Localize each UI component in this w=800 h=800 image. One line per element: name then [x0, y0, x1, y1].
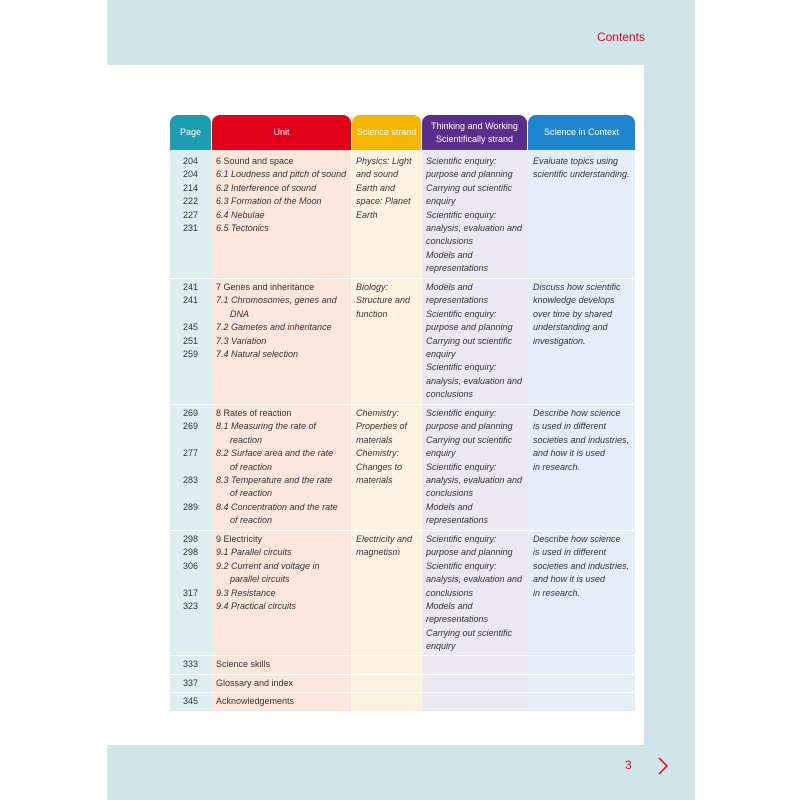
twss-text: representations [426, 263, 489, 274]
context-text: in research. [533, 461, 581, 472]
twss-text: enquiry [426, 641, 456, 652]
topic-link-cont: of reaction [230, 488, 273, 499]
page-number-cell: 204 [182, 156, 198, 166]
topic-link-cont: reaction [230, 434, 263, 445]
page-number: 3 [625, 758, 632, 772]
topic-link-cont: parallel circuits [230, 574, 290, 585]
page-number-cell: 259 [182, 349, 198, 359]
twss-text: Models and [426, 282, 473, 292]
context-text: Discuss how scientific [533, 282, 621, 292]
topic-link: 6.3 Formation of the Moon [216, 196, 322, 207]
context-text: in research. [533, 587, 581, 598]
context-text: Describe how science [533, 408, 621, 418]
row-divider [170, 655, 635, 656]
strand-text: Physics: Light [356, 156, 412, 166]
page-number-cell: 269 [182, 408, 198, 418]
strand-text: Biology: [356, 282, 389, 292]
topic-link: 7.1 Chromosomes, genes and [216, 295, 337, 306]
topic-link: 8.3 Temperature and the rate [216, 475, 333, 485]
row-divider [170, 692, 635, 693]
twss-text: representations [426, 295, 489, 306]
strand-text: space: Planet [356, 196, 411, 207]
page-number-cell: 298 [182, 547, 198, 558]
context-text: scientific understanding. [533, 169, 630, 180]
topic-link: 6.1 Loudness and pitch of sound [216, 169, 347, 180]
strand-text: Electricity and [356, 534, 413, 544]
twss-text: representations [426, 614, 489, 625]
twss-text: enquiry [426, 349, 456, 359]
context-text: and how it is used [533, 448, 606, 459]
context-text: is used in different [533, 547, 607, 558]
unit-title: 6 Sound and space [216, 156, 294, 166]
topic-link-cont: DNA [230, 308, 250, 319]
twss-text: conclusions [426, 236, 474, 247]
twss-text: Scientific enquiry: [426, 209, 497, 220]
twss-text: conclusions [426, 389, 474, 400]
context-text: and how it is used [533, 574, 606, 585]
strand-text: Properties of [356, 421, 408, 432]
twss-text: Carrying out scientific [426, 335, 513, 346]
twss-text: analysis, evaluation and [426, 375, 523, 386]
twss-text: Carrying out scientific [426, 627, 513, 638]
topic-link: 7.3 Variation [216, 335, 267, 346]
strand-text: Chemistry: [356, 408, 400, 418]
topic-link: 7.4 Natural selection [216, 349, 299, 359]
strand-text: materials [356, 434, 393, 445]
topic-link: 6.5 Tectonics [216, 223, 269, 233]
header-twss-line2: Scientifically strand [435, 133, 514, 144]
header-page: Page [170, 115, 211, 150]
page-number-cell: 241 [182, 295, 198, 306]
topic-link: 9.4 Practical circuits [216, 601, 297, 611]
topic-link: 8.1 Measuring the rate of [216, 421, 317, 432]
twss-text: Scientific enquiry: [426, 362, 497, 373]
unit-title: 7 Genes and inheritance [216, 282, 315, 292]
twss-text: Scientific enquiry: [426, 156, 497, 166]
context-text: over time by shared [533, 308, 613, 319]
topic-link: 9.2 Current and voltage in [216, 560, 320, 571]
header-twss [422, 115, 527, 150]
strand-text: Changes to [356, 461, 403, 472]
strand-text: magnetism [356, 547, 401, 558]
twss-text: enquiry [426, 196, 456, 207]
twss-text: Scientific enquiry: [426, 560, 497, 571]
twss-text: representations [426, 515, 489, 526]
page-number-cell: 323 [182, 601, 198, 611]
page-number-cell: 245 [182, 322, 198, 333]
context-text: knowledge develops [533, 295, 615, 306]
topic-link: 6.2 Interference of sound [216, 182, 317, 193]
strand-text: and sound [356, 169, 399, 180]
twss-text: Models and [426, 601, 473, 611]
context-text: Evaluate topics using [533, 156, 619, 166]
topic-link: 8.2 Surface area and the rate [216, 448, 334, 459]
extra-item: Acknowledgements [216, 696, 295, 706]
topic-link-cont: of reaction [230, 461, 273, 472]
twss-text: purpose and planning [426, 169, 513, 180]
header-twss-line1: Thinking and Working [431, 120, 518, 131]
strand-text: Earth and [356, 182, 396, 193]
topic-link: 8.4 Concentration and the rate [216, 501, 338, 512]
context-text: societies and industries, [533, 560, 630, 571]
twss-text: Scientific enquiry: [426, 534, 497, 544]
page-number-cell: 345 [182, 696, 198, 706]
row-divider [170, 674, 635, 675]
context-text: investigation. [533, 335, 586, 346]
page-number-cell: 306 [182, 560, 198, 571]
chevron-right-icon[interactable] [655, 755, 671, 777]
twss-text: purpose and planning [426, 421, 513, 432]
context-text: societies and industries, [533, 434, 630, 445]
header-strand: Science strand [352, 115, 421, 150]
context-text: is used in different [533, 421, 607, 432]
extra-item: Science skills [216, 659, 271, 669]
page-number-cell: 214 [182, 182, 198, 193]
page-number-cell: 298 [182, 534, 198, 544]
twss-text: Scientific enquiry: [426, 408, 497, 418]
topic-link-cont: of reaction [230, 515, 273, 526]
twss-text: enquiry [426, 448, 456, 459]
twss-text: conclusions [426, 587, 474, 598]
page-number-cell: 222 [182, 196, 198, 207]
row-divider [170, 278, 635, 279]
twss-text: Scientific enquiry: [426, 308, 497, 319]
twss-text: analysis, evaluation and [426, 574, 523, 585]
unit-title: 9 Electricity [216, 534, 263, 544]
twss-text: purpose and planning [426, 322, 513, 333]
page-number-cell: 283 [182, 475, 198, 485]
page-number-cell: 277 [182, 448, 198, 459]
twss-text: analysis, evaluation and [426, 475, 523, 485]
header-context: Science in Context [528, 115, 635, 150]
page-number-cell: 269 [182, 421, 198, 432]
topic-link: 9.3 Resistance [216, 587, 276, 598]
strand-text: materials [356, 475, 393, 485]
twss-text: conclusions [426, 488, 474, 499]
context-text: understanding and [533, 322, 608, 333]
page-number-cell: 289 [182, 501, 198, 512]
context-text: Describe how science [533, 534, 621, 544]
twss-text: Scientific enquiry: [426, 461, 497, 472]
extra-item: Glossary and index [216, 678, 294, 688]
header-unit: Unit [212, 115, 351, 150]
strand-text: function [356, 308, 388, 319]
strand-text: Chemistry: [356, 448, 400, 459]
unit-title: 8 Rates of reaction [216, 408, 292, 418]
page-number-cell: 204 [182, 169, 198, 180]
page-number-cell: 251 [182, 335, 198, 346]
page-number-cell: 333 [182, 659, 198, 669]
strand-text: Earth [356, 209, 378, 220]
page-number-cell: 337 [182, 678, 198, 688]
page-number-cell: 227 [182, 209, 198, 220]
twss-text: Models and [426, 249, 473, 260]
page-number-cell: 231 [182, 223, 198, 233]
twss-text: Carrying out scientific [426, 434, 513, 445]
topic-link: 9.1 Parallel circuits [216, 547, 292, 558]
twss-text: Carrying out scientific [426, 182, 513, 193]
page-number-cell: 317 [182, 587, 198, 598]
row-divider [170, 530, 635, 531]
twss-text: analysis, evaluation and [426, 223, 523, 233]
page-title: Contents [596, 30, 645, 44]
topic-link: 7.2 Gametes and inheritance [216, 322, 332, 333]
page-number-cell: 241 [182, 282, 198, 292]
twss-text: purpose and planning [426, 547, 513, 558]
topic-link: 6.4 Nebulae [216, 209, 265, 220]
row-divider [170, 404, 635, 405]
strand-text: Structure and [356, 295, 411, 306]
twss-text: Models and [426, 501, 473, 512]
